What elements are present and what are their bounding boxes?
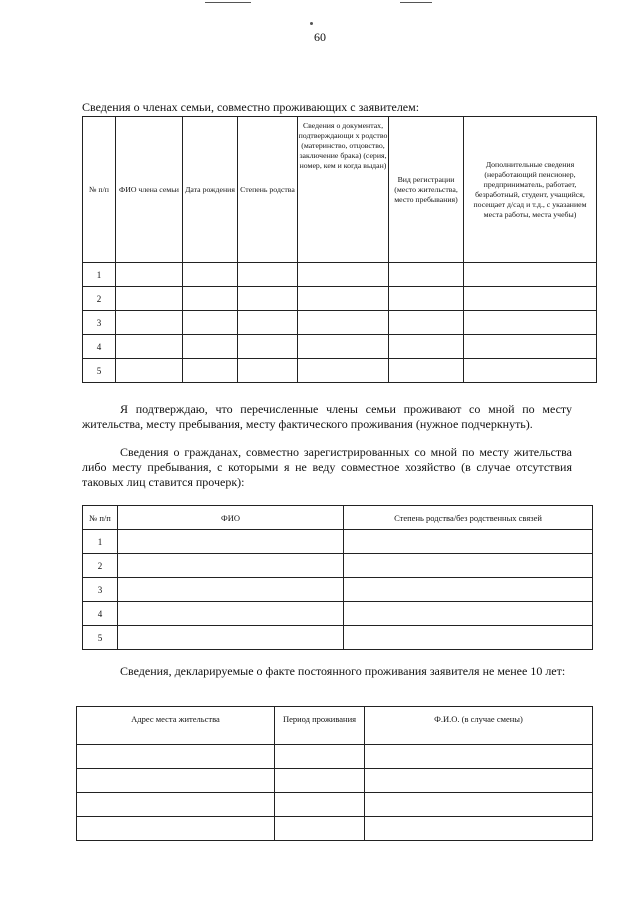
table-cell[interactable] bbox=[298, 311, 389, 335]
col-header-residence-period: Период проживания bbox=[275, 707, 365, 745]
table-cell[interactable] bbox=[298, 263, 389, 287]
table-cell[interactable] bbox=[344, 626, 593, 650]
row-number: 3 bbox=[83, 311, 116, 335]
table-cell[interactable] bbox=[77, 817, 275, 841]
table-cell[interactable] bbox=[298, 287, 389, 311]
family-members-table bbox=[82, 116, 597, 383]
table-cell[interactable] bbox=[238, 287, 298, 311]
section1-heading: Сведения о членах семьи, совместно проживающих с заявителем: bbox=[82, 100, 420, 114]
table-cell[interactable] bbox=[464, 311, 597, 335]
table-cell[interactable] bbox=[116, 359, 183, 383]
table-cell[interactable] bbox=[238, 335, 298, 359]
co-registered-paragraph bbox=[82, 445, 572, 490]
table-cell[interactable] bbox=[118, 626, 344, 650]
row-number: 2 bbox=[83, 287, 116, 311]
col-header-registration-type: Вид регистрации (место жительства, место пребывания) bbox=[389, 117, 464, 263]
col-header-kinship: Степень родства/без родственных связей bbox=[344, 506, 593, 530]
table-cell[interactable] bbox=[464, 359, 597, 383]
col-header-full-name: ФИО члена семьи bbox=[116, 117, 183, 263]
table-cell[interactable] bbox=[464, 287, 597, 311]
co-registered-table bbox=[82, 505, 593, 650]
table-cell[interactable] bbox=[365, 817, 593, 841]
table-cell[interactable] bbox=[116, 335, 183, 359]
table-cell[interactable] bbox=[298, 335, 389, 359]
table-cell[interactable] bbox=[275, 769, 365, 793]
table-cell[interactable] bbox=[464, 335, 597, 359]
table-cell[interactable] bbox=[344, 578, 593, 602]
row-number: 4 bbox=[83, 335, 116, 359]
residence-paragraph bbox=[82, 664, 572, 679]
table-cell[interactable] bbox=[118, 554, 344, 578]
table-cell[interactable] bbox=[365, 769, 593, 793]
table-cell[interactable] bbox=[389, 335, 464, 359]
table-cell[interactable] bbox=[183, 311, 238, 335]
col-header-number: № п/п bbox=[83, 117, 116, 263]
confirmation-paragraph bbox=[82, 402, 572, 432]
scan-mark bbox=[310, 22, 313, 25]
table-cell[interactable] bbox=[238, 263, 298, 287]
row-number: 4 bbox=[83, 602, 118, 626]
table-cell[interactable] bbox=[275, 793, 365, 817]
table-cell[interactable] bbox=[183, 287, 238, 311]
row-number: 3 bbox=[83, 578, 118, 602]
table-cell[interactable] bbox=[77, 793, 275, 817]
col-header-number: № п/п bbox=[83, 506, 118, 530]
row-number: 1 bbox=[83, 530, 118, 554]
table-cell[interactable] bbox=[77, 745, 275, 769]
scan-mark bbox=[205, 2, 251, 3]
table-cell[interactable] bbox=[365, 745, 593, 769]
confirmation-text: Я подтверждаю, что перечисленные члены семьи проживают со мной по месту жительства, месту пребывания, месту фактического проживания (нужное подчеркнуть). bbox=[82, 402, 572, 431]
row-number: 2 bbox=[83, 554, 118, 578]
scan-mark bbox=[400, 2, 432, 3]
table-cell[interactable] bbox=[298, 359, 389, 383]
table-cell[interactable] bbox=[183, 263, 238, 287]
row-number: 5 bbox=[83, 359, 116, 383]
table-cell[interactable] bbox=[464, 263, 597, 287]
table-cell[interactable] bbox=[116, 263, 183, 287]
table-cell[interactable] bbox=[275, 745, 365, 769]
col-header-kinship-documents: Сведения о документах, подтверждающи х родство (материнство, отцовство, заключение брака) (серия, номер, кем и когда выдан) bbox=[298, 117, 389, 263]
table-cell[interactable] bbox=[118, 530, 344, 554]
table-cell[interactable] bbox=[389, 263, 464, 287]
table-cell[interactable] bbox=[389, 287, 464, 311]
table-cell[interactable] bbox=[344, 602, 593, 626]
table-cell[interactable] bbox=[344, 530, 593, 554]
table-cell[interactable] bbox=[365, 793, 593, 817]
col-header-birth-date: Дата рождения bbox=[183, 117, 238, 263]
row-number: 1 bbox=[83, 263, 116, 287]
residence-text: Сведения, декларируемые о факте постоянного проживания заявителя не менее 10 лет: bbox=[120, 664, 566, 678]
table-cell[interactable] bbox=[238, 359, 298, 383]
table-cell[interactable] bbox=[116, 311, 183, 335]
table-cell[interactable] bbox=[275, 817, 365, 841]
col-header-name-change: Ф.И.О. (в случае смены) bbox=[365, 707, 593, 745]
col-header-address: Адрес места жительства bbox=[77, 707, 275, 745]
table-cell[interactable] bbox=[118, 602, 344, 626]
table-cell[interactable] bbox=[389, 359, 464, 383]
col-header-full-name: ФИО bbox=[118, 506, 344, 530]
table-cell[interactable] bbox=[183, 335, 238, 359]
col-header-additional-info: Дополнительные сведения (неработающий пенсионер, предприниматель, работает, безработный, студент, учащийся, посещает д/сад и т.д., с указанием места работы, места учебы) bbox=[464, 117, 597, 263]
table-cell[interactable] bbox=[344, 554, 593, 578]
col-header-kinship: Степень родства bbox=[238, 117, 298, 263]
page-number: 60 bbox=[314, 30, 326, 44]
table-cell[interactable] bbox=[77, 769, 275, 793]
co-registered-text: Сведения о гражданах, совместно зарегистрированных со мной по месту жительства либо месту пребывания, с которыми я не веду совместное хозяйство (в случае отсутствия таковых лиц ставится прочерк): bbox=[82, 445, 572, 489]
table-cell[interactable] bbox=[238, 311, 298, 335]
row-number: 5 bbox=[83, 626, 118, 650]
table-cell[interactable] bbox=[116, 287, 183, 311]
table-cell[interactable] bbox=[118, 578, 344, 602]
residence-history-table bbox=[76, 706, 593, 841]
table-cell[interactable] bbox=[183, 359, 238, 383]
table-cell[interactable] bbox=[389, 311, 464, 335]
